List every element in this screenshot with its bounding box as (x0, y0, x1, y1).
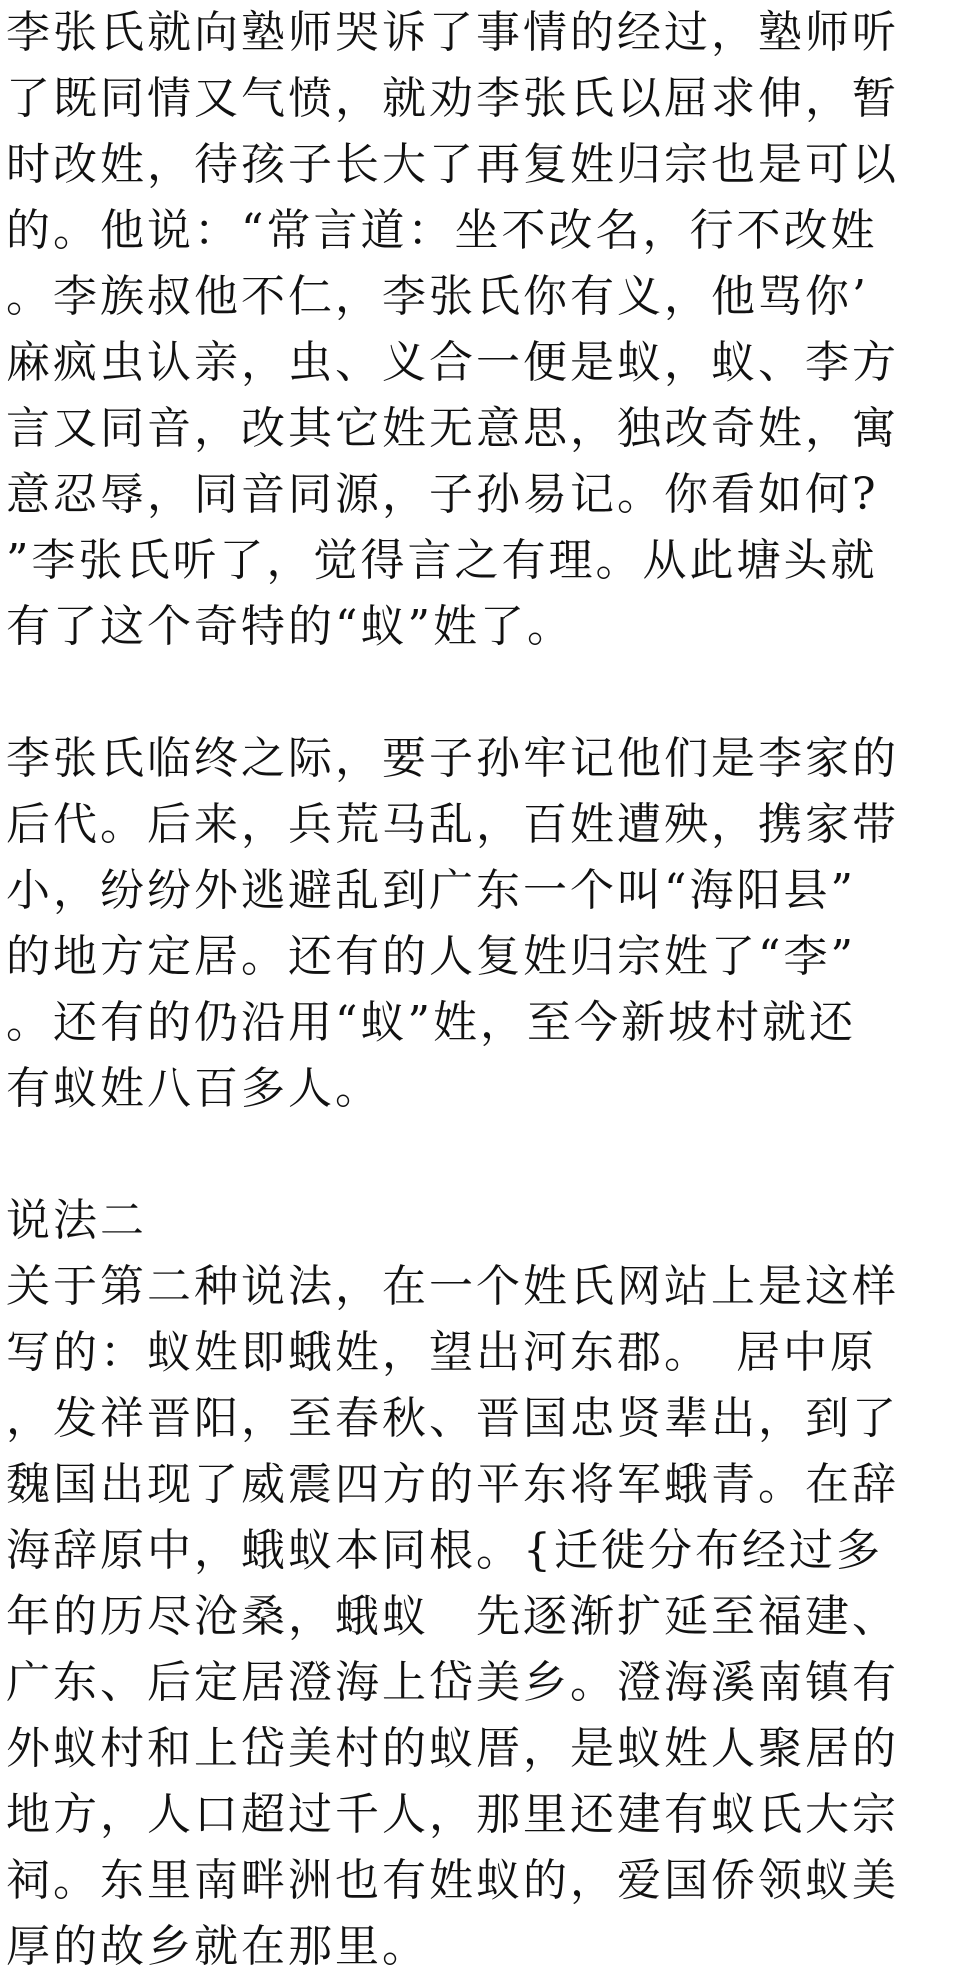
text-line: 写的：蚁姓即蛾姓，望出河东郡。 居中原 (6, 1327, 877, 1378)
paragraph-2 (6, 726, 974, 1122)
document-page (6, 0, 974, 1980)
text-line: 时改姓，待孩子长大了再复姓归宗也是可以 (6, 139, 899, 190)
text-line: 的地方定居。还有的人复姓归宗姓了“李” (6, 931, 856, 982)
text-line: 有蚁姓八百多人。 (6, 1063, 382, 1114)
text-line: 。李族叔他不仁，李张氏你有义，他骂你’ (6, 271, 869, 322)
text-line: 厚的故乡就在那里。 (6, 1921, 429, 1972)
text-line: 小，纷纷外逃避乱到广东一个叫“海阳县” (6, 865, 856, 916)
text-line: 意忍辱，同音同源，子孙易记。你看如何? (6, 469, 879, 520)
text-line: 李张氏临终之际，要子孙牢记他们是李家的 (6, 733, 899, 784)
text-line: 魏国出现了威震四方的平东将军蛾青。在辞 (6, 1459, 899, 1510)
text-line: 麻疯虫认亲，虫、义合一便是蚁，蚁、李方 (6, 337, 899, 388)
section-heading: 说法二 (6, 1195, 147, 1246)
paragraph-gap (6, 1122, 974, 1188)
paragraph-3 (6, 1188, 974, 1980)
paragraph-gap (6, 660, 974, 726)
text-line: 外蚁村和上岱美村的蚁厝，是蚁姓人聚居的 (6, 1723, 899, 1774)
text-line: ”李张氏听了，觉得言之有理。从此塘头就 (6, 535, 878, 586)
text-line: 。还有的仍沿用“蚁”姓，至今新坡村就还 (6, 997, 856, 1048)
text-line: 了既同情又气愤，就劝李张氏以屈求伸，暂 (6, 73, 899, 124)
text-line: 祠。东里南畔洲也有姓蚁的，爱国侨领蚁美 (6, 1855, 899, 1906)
text-line: ，发祥晋阳，至春秋、晋国忠贤辈出，到了 (6, 1393, 899, 1444)
text-line: 广东、后定居澄海上岱美乡。澄海溪南镇有 (6, 1657, 899, 1708)
text-line: 年的历尽沧桑，蛾蚁 先逐渐扩延至福建、 (6, 1591, 899, 1642)
text-line: 的。他说：“常言道：坐不改名，行不改姓 (6, 205, 878, 256)
text-line: 有了这个奇特的“蚁”姓了。 (6, 601, 574, 652)
text-line: 言又同音，改其它姓无意思，独改奇姓，寓 (6, 403, 899, 454)
text-line: 海辞原中，蛾蚁本同根。{迁徙分布经过多 (6, 1525, 883, 1576)
text-line: 地方，人口超过千人，那里还建有蚁氏大宗 (6, 1789, 899, 1840)
paragraph-1 (6, 0, 974, 660)
text-line: 关于第二种说法，在一个姓氏网站上是这样 (6, 1261, 899, 1312)
text-line: 后代。后来，兵荒马乱，百姓遭殃，携家带 (6, 799, 899, 850)
text-line: 李张氏就向塾师哭诉了事情的经过，塾师听 (6, 7, 899, 58)
